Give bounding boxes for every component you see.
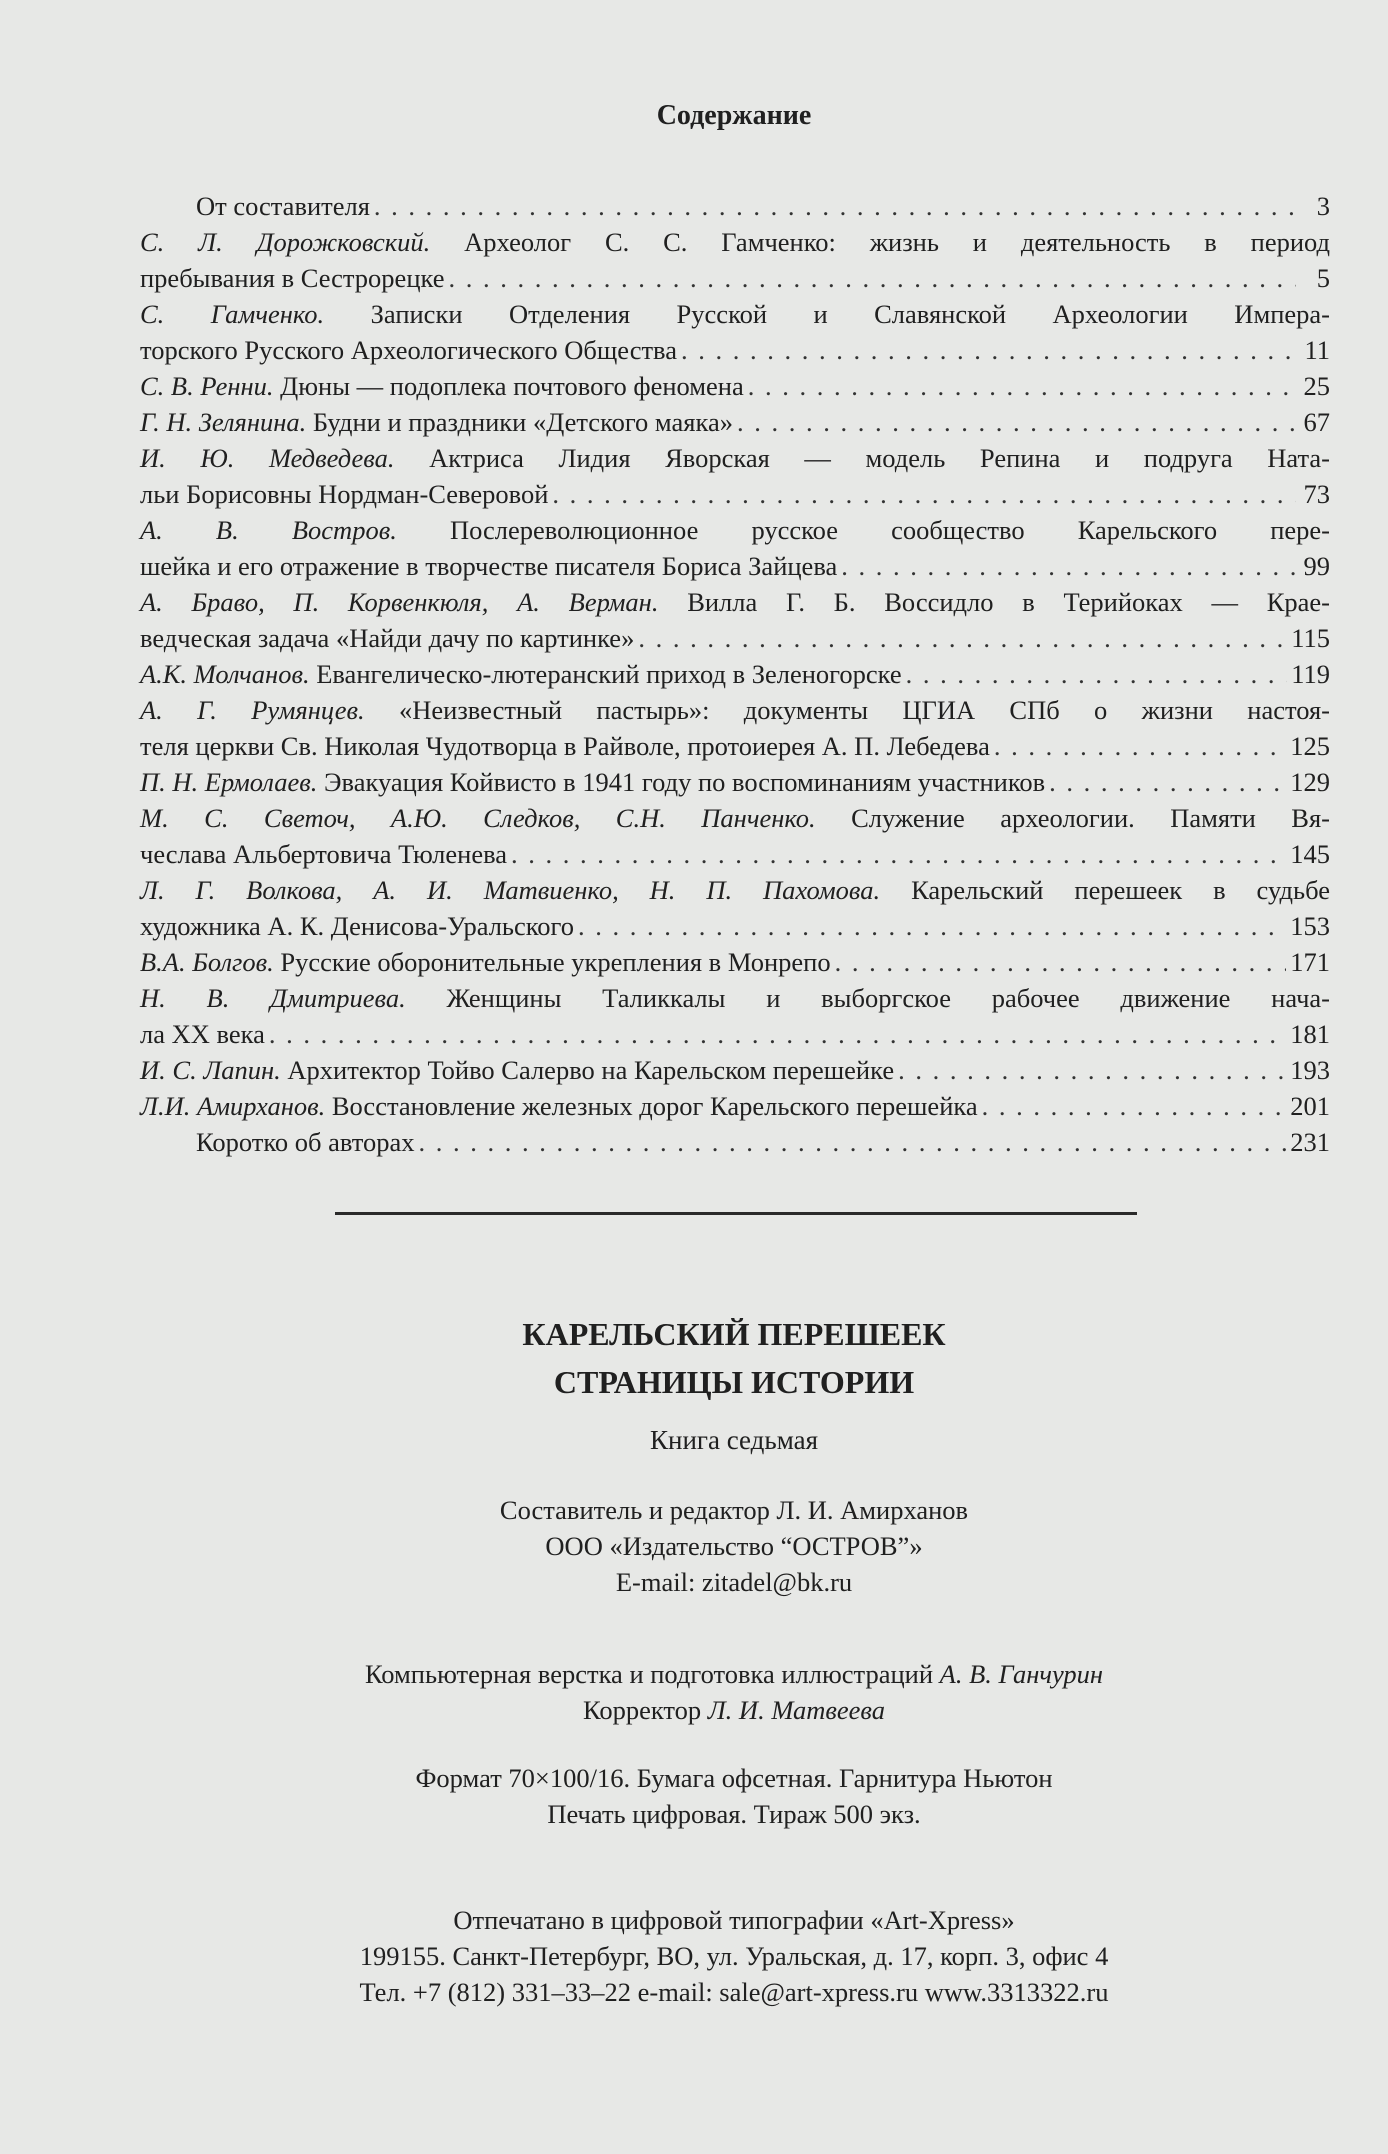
toc-entry-line xyxy=(140,224,1330,260)
layout-name: А. В. Ганчурин xyxy=(939,1659,1104,1689)
printer-contacts: Тел. +7 (812) 331–33–22 e-mail: sale@art-xpress.ru www.3313322.ru xyxy=(359,1977,1109,2007)
toc-entry-text: Коротко об авторах xyxy=(196,1127,415,1157)
toc-entry-line xyxy=(140,584,1330,620)
toc-page-number: 25 xyxy=(1303,371,1330,401)
toc-entry-text: Будни и праздники «Детского маяка» xyxy=(312,407,733,437)
toc-entry-text: «Неизвестный пастырь»: документы ЦГИА СПб о жизни настоя- xyxy=(399,695,1330,725)
toc-author: И. Ю. Медведева. xyxy=(140,443,395,473)
corrector-name: Л. И. Матвеева xyxy=(707,1695,886,1725)
toc-page-number: 73 xyxy=(1303,479,1330,509)
toc-entry-text: Карельский перешеек в судьбе xyxy=(911,875,1331,905)
toc-leader-dots xyxy=(552,476,1296,512)
toc-page-number: 11 xyxy=(1304,335,1330,365)
toc-entry-line xyxy=(140,548,1330,584)
credits-block xyxy=(0,1656,1388,1728)
toc-entry xyxy=(140,1052,1330,1088)
toc-page-number: 99 xyxy=(1303,551,1330,581)
toc-entry-line xyxy=(140,1124,1330,1160)
toc-leader-dots xyxy=(638,620,1287,656)
printer-line: Отпечатано в цифровой типографии «Art-Xpress» xyxy=(453,1905,1015,1935)
toc-entry-line xyxy=(140,980,1330,1016)
toc-entry xyxy=(140,692,1330,764)
toc-entry-line xyxy=(140,764,1330,800)
toc-entry-line xyxy=(140,260,1330,296)
layout-label: Компьютерная верстка и подготовка иллюстраций xyxy=(364,1659,934,1689)
print-line: Печать цифровая. Тираж 500 экз. xyxy=(547,1799,921,1829)
toc-entry xyxy=(140,404,1330,440)
toc-leader-dots xyxy=(841,548,1296,584)
toc-entry-line xyxy=(140,944,1330,980)
toc-entry-line xyxy=(140,728,1330,764)
toc-author: А.К. Молчанов. xyxy=(140,659,310,689)
toc-entry xyxy=(140,1088,1330,1124)
layout-credit xyxy=(0,1656,1388,1692)
toc-leader-dots xyxy=(578,908,1286,944)
toc-leader-dots xyxy=(906,656,1288,692)
toc-entry-text: Эвакуация Койвисто в 1941 году по воспоминаниям участников xyxy=(324,767,1046,797)
toc-entry xyxy=(140,188,1330,224)
toc-page-number: 3 xyxy=(1316,191,1330,221)
publisher-email: E-mail: zitadel@bk.ru xyxy=(615,1567,853,1597)
toc-leader-dots xyxy=(448,260,1296,296)
toc-entry-line xyxy=(140,1088,1330,1124)
toc-author: Н. В. Дмитриева. xyxy=(140,983,406,1013)
book-title-line: КАРЕЛЬСКИЙ ПЕРЕШЕЕК xyxy=(522,1316,946,1352)
toc-entry-text: Женщины Таликкалы и выборгское рабочее движение нача- xyxy=(446,983,1330,1013)
toc-page-number: 5 xyxy=(1316,263,1330,293)
toc-entry-text: Восстановление железных дорог Карельского перешейка xyxy=(331,1091,978,1121)
toc-entry-line xyxy=(140,404,1330,440)
toc-entry-line xyxy=(140,1016,1330,1052)
corrector-credit xyxy=(0,1692,1388,1728)
toc-entry-line xyxy=(140,692,1330,728)
toc-entry xyxy=(140,224,1330,296)
toc-entry xyxy=(140,800,1330,872)
toc-author: С. Л. Дорожковский. xyxy=(140,227,431,257)
toc-entry-text: чеслава Альбертовича Тюленева xyxy=(140,839,508,869)
toc-leader-dots xyxy=(994,728,1286,764)
toc-page-number: 201 xyxy=(1290,1091,1330,1121)
toc-leader-dots xyxy=(835,944,1287,980)
toc-page-number: 181 xyxy=(1290,1019,1330,1049)
toc-entry-line xyxy=(140,656,1330,692)
book-subtitle: Книга седьмая xyxy=(649,1425,818,1455)
toc-page-number: 231 xyxy=(1290,1127,1330,1157)
book-title-line: СТРАНИЦЫ ИСТОРИИ xyxy=(553,1364,915,1400)
toc-leader-dots xyxy=(1049,764,1286,800)
book-title xyxy=(0,1310,1388,1406)
printer-block xyxy=(0,1902,1388,2010)
toc-entry-line xyxy=(140,368,1330,404)
editor-line: Составитель и редактор Л. И. Амирханов xyxy=(499,1495,969,1525)
toc-entry-text: Археолог С. С. Гамченко: жизнь и деятельность в период xyxy=(464,227,1331,257)
toc-author: С. Гамченко. xyxy=(140,299,325,329)
corrector-label: Корректор xyxy=(582,1695,702,1725)
toc-author: Л. Г. Волкова, А. И. Матвиенко, Н. П. Пахомова. xyxy=(140,875,881,905)
toc-entry-text: пребывания в Сестрорецке xyxy=(140,263,445,293)
toc-entry xyxy=(140,1124,1330,1160)
toc-author: Г. Н. Зелянина. xyxy=(140,407,307,437)
toc-leader-dots xyxy=(748,368,1296,404)
toc-entry-text: Актриса Лидия Яворская — модель Репина и подруга Ната- xyxy=(429,443,1331,473)
toc-entry-line xyxy=(140,440,1330,476)
toc-entry-text: Архитектор Тойво Салерво на Карельском перешейке xyxy=(287,1055,895,1085)
toc-leader-dots xyxy=(511,836,1286,872)
toc-entry-text: Евангелическо-лютеранский приход в Зеленогорске xyxy=(316,659,902,689)
toc-entry-line xyxy=(140,332,1330,368)
toc-author: И. С. Лапин. xyxy=(140,1055,281,1085)
toc-page-number: 115 xyxy=(1291,623,1330,653)
toc-entry-text: Послереволюционное русское сообщество Карельского пере- xyxy=(449,515,1331,545)
toc-author: С. В. Ренни. xyxy=(140,371,274,401)
toc-entry-line xyxy=(140,872,1330,908)
toc-author: П. Н. Ермолаев. xyxy=(140,767,318,797)
toc-entry xyxy=(140,980,1330,1052)
toc-author: А. В. Востров. xyxy=(140,515,397,545)
toc-leader-dots xyxy=(898,1052,1286,1088)
toc-entry-text: Русские оборонительные укрепления в Монрепо xyxy=(280,947,831,977)
toc-page-number: 119 xyxy=(1291,659,1330,689)
toc-page-number: 125 xyxy=(1290,731,1330,761)
toc-author: Л.И. Амирханов. xyxy=(140,1091,326,1121)
toc-author: А. Браво, П. Корвенкюля, А. Верман. xyxy=(140,587,659,617)
editor-block xyxy=(0,1492,1388,1600)
toc-entry xyxy=(140,368,1330,404)
toc-entry-line xyxy=(140,512,1330,548)
divider-rule xyxy=(335,1212,1137,1215)
toc-entry-line xyxy=(140,800,1330,836)
toc-entry-line xyxy=(140,296,1330,332)
toc-entry-text: торского Русского Археологического Общества xyxy=(140,335,677,365)
toc-entry-text: Дюны — подоплека почтового феномена xyxy=(280,371,744,401)
format-line: Формат 70×100/16. Бумага офсетная. Гарнитура Ньютон xyxy=(415,1763,1053,1793)
toc-entry xyxy=(140,584,1330,656)
toc-entry xyxy=(140,440,1330,512)
toc-entry-text: теля церкви Св. Николая Чудотворца в Райволе, протоиерея А. П. Лебедева xyxy=(140,731,990,761)
toc-leader-dots xyxy=(418,1124,1286,1160)
toc-entry-text: ла XX века xyxy=(140,1019,265,1049)
toc-entry-text: льи Борисовны Нордман-Северовой xyxy=(140,479,549,509)
toc-entry xyxy=(140,296,1330,368)
toc-leader-dots xyxy=(269,1016,1286,1052)
printer-address: 199155. Санкт-Петербург, ВО, ул. Уральская, д. 17, корп. 3, офис 4 xyxy=(359,1941,1109,1971)
toc-entry-line xyxy=(140,188,1330,224)
toc-page-number: 193 xyxy=(1290,1055,1330,1085)
toc-page-number: 153 xyxy=(1290,911,1330,941)
toc-entry-text: Записки Отделения Русской и Славянской Археологии Импера- xyxy=(370,299,1330,329)
toc-entry-text: От составителя xyxy=(196,191,370,221)
toc-entry xyxy=(140,764,1330,800)
toc-entry-text: шейка и его отражение в творчестве писателя Бориса Зайцева xyxy=(140,551,838,581)
toc-page-number: 67 xyxy=(1303,407,1330,437)
toc-page-number: 171 xyxy=(1290,947,1330,977)
toc-entry-line xyxy=(140,908,1330,944)
toc-entry-text: художника А. К. Денисова-Уральского xyxy=(140,911,575,941)
format-block xyxy=(0,1760,1388,1832)
toc-leader-dots xyxy=(737,404,1296,440)
toc-leader-dots xyxy=(982,1088,1287,1124)
toc-leader-dots xyxy=(374,188,1296,224)
toc-leader-dots xyxy=(681,332,1296,368)
toc-title: Содержание xyxy=(656,100,812,131)
toc-author: М. С. Светоч, А.Ю. Следков, С.Н. Панченко. xyxy=(140,803,816,833)
toc-entry xyxy=(140,656,1330,692)
toc-author: В.А. Болгов. xyxy=(140,947,274,977)
toc-entry-line xyxy=(140,836,1330,872)
toc-entry-text: Служение археологии. Памяти Вя- xyxy=(851,803,1331,833)
toc-entry xyxy=(140,944,1330,980)
toc-page-number: 129 xyxy=(1290,767,1330,797)
toc-entry-line xyxy=(140,620,1330,656)
toc-page-number: 145 xyxy=(1290,839,1330,869)
publisher-line: ООО «Издательство “ОСТРОВ”» xyxy=(545,1531,923,1561)
toc-entry-text: ведческая задача «Найди дачу по картинке» xyxy=(140,623,635,653)
table-of-contents xyxy=(140,188,1330,1160)
toc-entry xyxy=(140,512,1330,584)
toc-entry-line xyxy=(140,476,1330,512)
toc-author: А. Г. Румянцев. xyxy=(140,695,365,725)
toc-entry-line xyxy=(140,1052,1330,1088)
toc-entry-text: Вилла Г. Б. Воссидло в Терийоках — Крае- xyxy=(687,587,1330,617)
toc-entry xyxy=(140,872,1330,944)
